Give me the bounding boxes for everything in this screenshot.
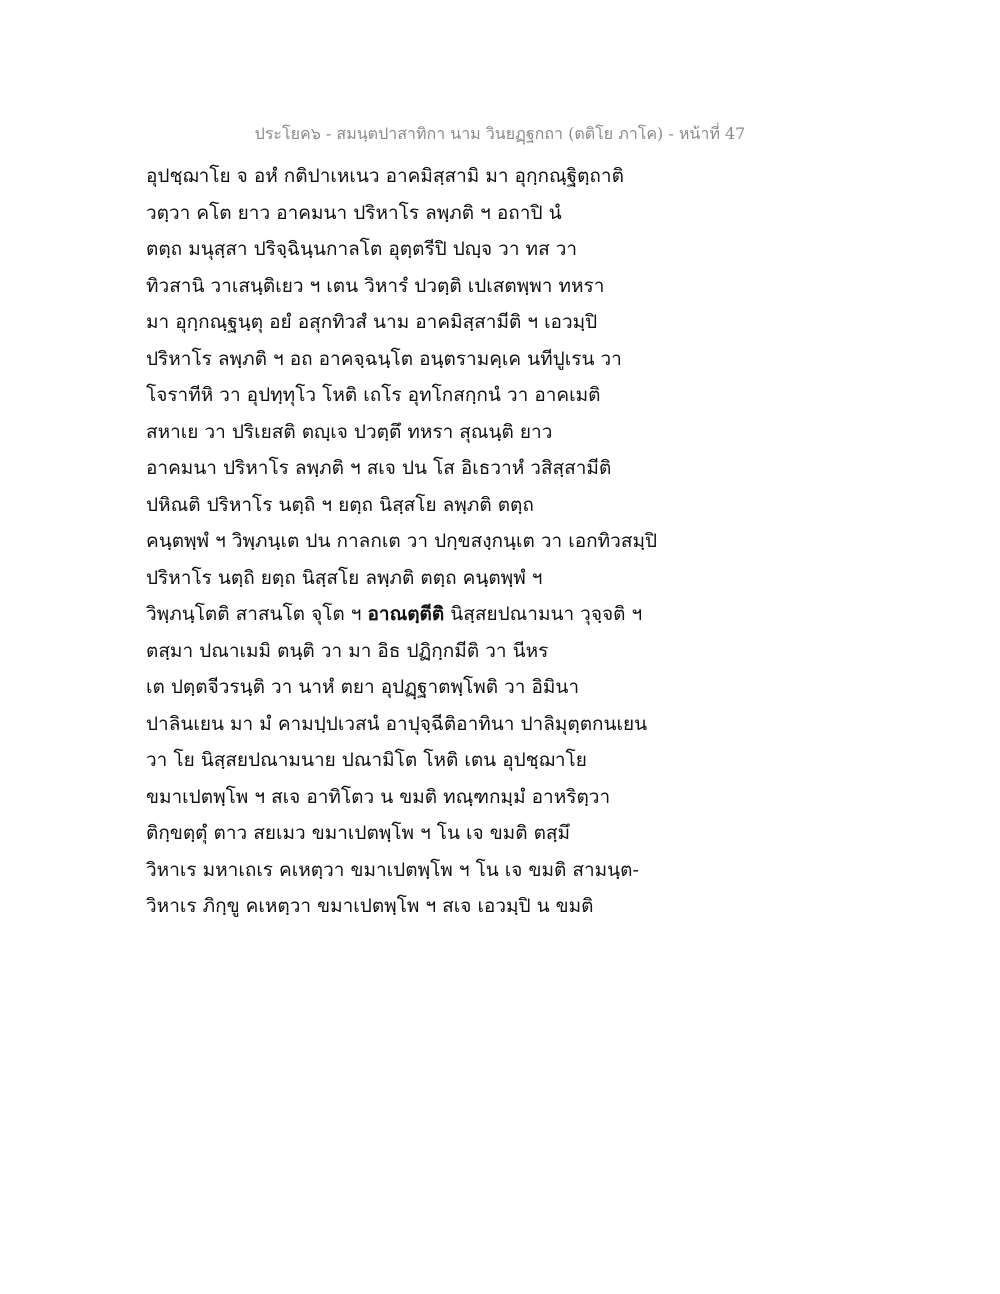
text-segment: นิสฺสยปณามนา วุจฺจติ ฯ — [444, 603, 643, 625]
text-line: ติกฺขตฺตุํ ตาว สยเมว ขมาเปตพฺโพ ฯ โน เจ ขมติ ตสฺมึ — [146, 822, 571, 844]
text-line: คนฺตพฺพํ ฯ วิพฺภนฺเต ปน กาลกเต วา ปกฺขสงฺกนฺเต วา เอกทิวสมฺปิ — [146, 530, 658, 552]
text-line: ปริหาโร ลพฺภติ ฯ อถ อาคจฺฉนฺโต อนฺตรามคฺเค นทีปูเรน วา — [146, 347, 622, 370]
text-line: สหาเย วา ปริเยสติ ตญฺเจ ปวตฺตึ ทหรา สุณนฺติ ยาว — [146, 420, 553, 443]
text-line: ปริหาโร นตฺถิ ยตฺถ นิสฺสโย ลพฺภติ ตตฺถ คนฺตพฺพํ ฯ — [146, 566, 543, 589]
text-line: เต ปตฺตจีวรนฺติ วา นาหํ ตยา อุปฏฺฐาตพฺโพติ วา อิมินา — [146, 676, 580, 698]
text-line — [146, 596, 686, 633]
text-line: วิหาเร มหาเถเร คเหตฺวา ขมาเปตพฺโพ ฯ โน เจ ขมติ สามนฺต- — [146, 858, 639, 881]
text-segment: วิพฺภนฺโตติ สาสนโต จุโต ฯ — [146, 603, 368, 625]
text-line: โจราทีหิ วา อุปทฺทุโว โหติ เถโร อุทโกสกฺกนํ วา อาคเมติ — [146, 384, 601, 406]
running-header: ประโยค๖ - สมนฺตปาสาทิกา นาม วินยฏฺฐกถา (ตติโย ภาโค) - หน้าที่ 47 — [254, 124, 746, 143]
text-line: ปาลินเยน มา มํ คามปฺปเวสนํ อาปุจฺฉีติอาทินา ปาลิมุตฺตกนเยน — [146, 712, 648, 735]
text-line: ขมาเปตพฺโพ ฯ สเจ อาทิโตว น ขมติ ทณฺฑกมฺมํ อาหริตฺวา — [146, 785, 611, 808]
text-line: วา โย นิสฺสยปณามนาย ปณามิโต โหติ เตน อุปชฺฌาโย — [146, 749, 587, 771]
text-line: ปหิณติ ปริหาโร นตฺถิ ฯ ยตฺถ นิสฺสโย ลพฺภติ ตตฺถ — [146, 493, 534, 516]
text-line: มา อุกฺกณฺฐนฺตุ อยํ อสุกทิวสํ นาม อาคมิสฺสามีติ ฯ เอวมฺปิ — [146, 311, 598, 333]
body-text — [146, 158, 686, 925]
text-line: วตฺวา คโต ยาว อาคมนา ปริหาโร ลพฺภติ ฯ อถาปิ นํ — [146, 201, 562, 224]
text-line: ตตฺถ มนุสฺสา ปริจฺฉินฺนกาลโต อุตฺตรีปิ ปญฺจ วา ทส วา — [146, 238, 578, 260]
text-line: อาคมนา ปริหาโร ลพฺภติ ฯ สเจ ปน โส อิเธวาหํ วสิสฺสามีติ — [146, 457, 612, 479]
text-line: วิหาเร ภิกฺขู คเหตฺวา ขมาเปตพฺโพ ฯ สเจ เอวมฺปิ น ขมติ — [146, 895, 594, 917]
text-line: ตสฺมา ปณาเมมิ ตนฺติ วา มา อิธ ปฏิกฺกมีติ วา นีหร — [146, 639, 549, 662]
text-line: อุปชฺฌาโย จ อหํ กติปาเหเนว อาคมิสฺสามิ มา อุกฺกณฺฐิตฺถาติ — [146, 165, 624, 187]
bold-term: อาณตฺตีติ — [367, 603, 445, 625]
text-line: ทิวสานิ วาเสนฺติเยว ฯ เตน วิหารํ ปวตฺติ เปเสตพฺพา ทหรา — [146, 274, 605, 297]
